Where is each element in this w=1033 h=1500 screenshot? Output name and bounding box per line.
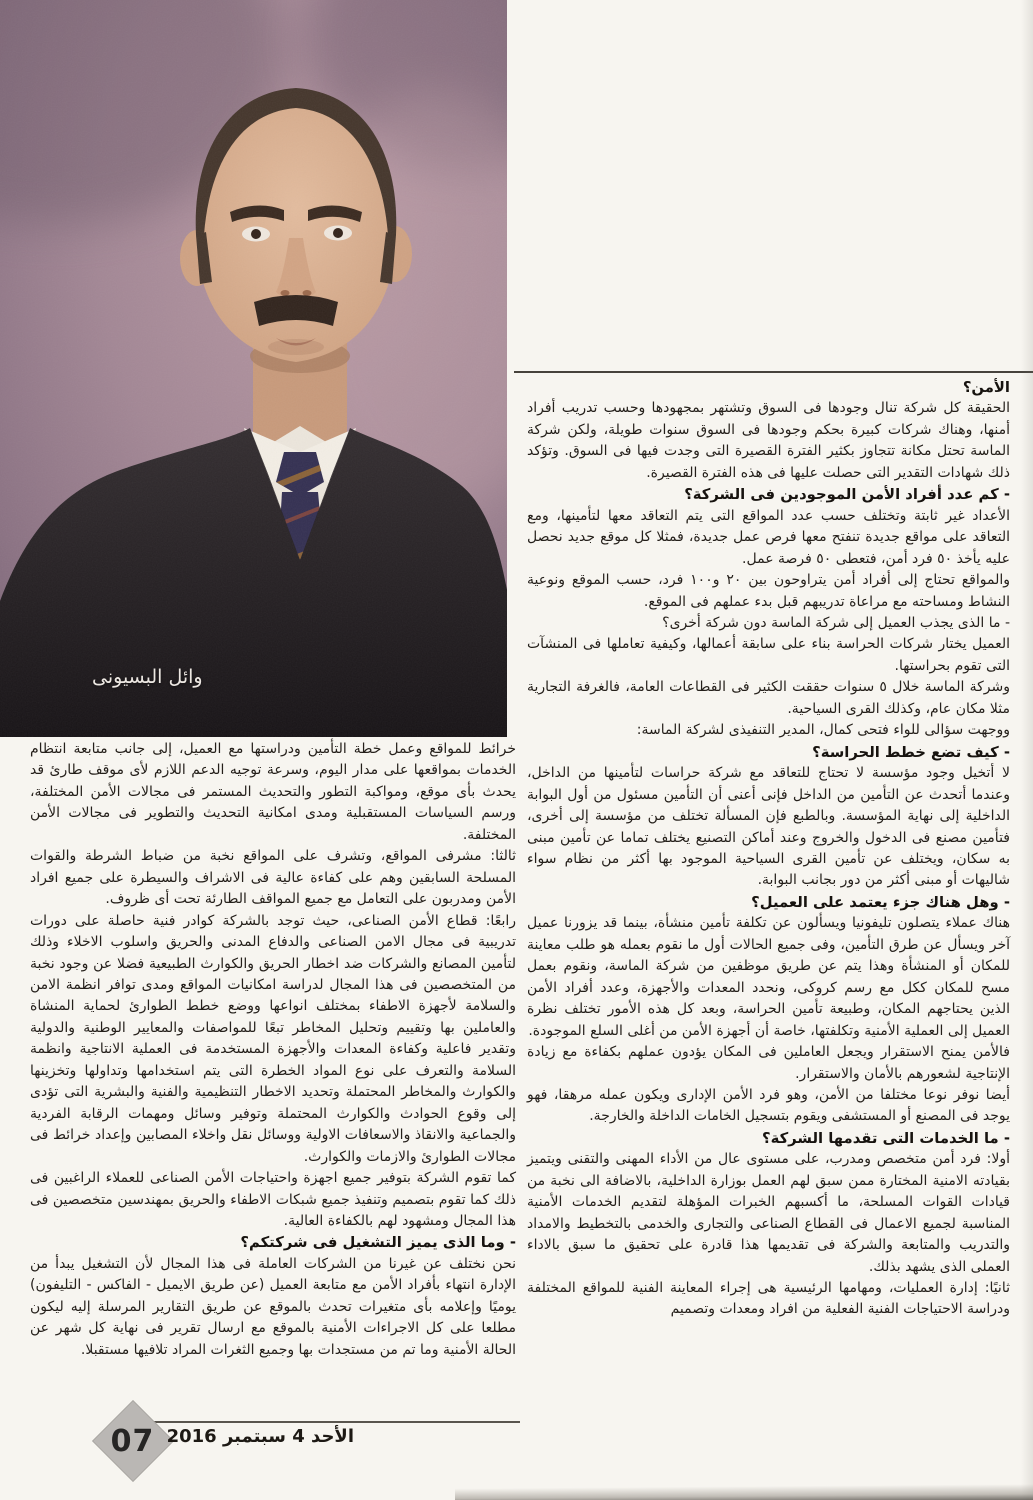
scan-edge-shadow — [455, 1484, 1033, 1500]
paper-edge-shade — [1021, 0, 1033, 1500]
page-number: 07 — [111, 1423, 155, 1459]
article-paragraph: الحقيقة كل شركة تنال وجودها فى السوق وتشتهر بمجهودها وحسب تدريب أفراد أمنها، وهناك شركات كبيرة بحكم وجودها فى السوق سنوات طويلة، ولكن شركة الماسة تحتل مكانة تتجاوز بكثير الفترة القصيرة التى وجدت فيها فى السوق. وتؤكد ذلك شهادات التقدير التى حصلت عليها فى هذه الفترة القصيرة. — [527, 400, 1010, 481]
article-paragraph: نحن نختلف عن غيرنا من الشركات العاملة فى هذا المجال لأن التشغيل يبدأ من الإدارة انتهاء بأفراد الأمن مع متابعة العميل (عن طريق الايميل - الفاكس - التليفون) يوميًا وإعلامه بأى متغيرات تحدث بالموقع عن طريق التقارير المرسلة إليه ليكون مطلعا على كل الاجراءات الأمنية بالموقع مع ارسال تقرير فى نهاية كل شهر عن الحالة الأمنية وما تم من مستجدات بها وجميع الثغرات المراد تلافيها مستقبلا. — [30, 1255, 516, 1358]
article-paragraph: ثالثا: مشرفى المواقع، وتشرف على المواقع نخبة من ضباط الشرطة والقوات المسلحة السابقين وهم على كفاءة عالية فى الاشراف والسيطرة على جميع افراد الأمن ومدربون على التعامل مع جميع المواقف الطارئة تحت أى ظروف. — [30, 848, 516, 908]
column-top-rule — [514, 371, 1033, 373]
right-column — [527, 377, 1010, 1321]
article-paragraph: هناك عملاء يتصلون تليفونيا ويسألون عن تكلفة تأمين منشأة، بينما قد يزورنا عميل آخر ويسأل عن طرق التأمين، وفى جميع الحالات أول ما نقوم بعمله هو طلب معاينة للمكان أو المنشأة وهذا يتم عن طريق موظفين من شركة الماسة، ونقوم بعمل مسح للمكان ككل مع رسم كروكى، ونحدد المعدات والأجهزة، وعدد أفراد الأمن الذين يحتاجهم المكان، وطبيعة تأمين الحراسة، وبعد كل هذه الأمور تختلف نظرة العميل إلى العملية الأمنية وتكلفتها، خاصة أن أجهزة الأمن من أغلى السلع الموجودة. — [527, 915, 1010, 1039]
footer-rule — [150, 1421, 520, 1423]
question-heading: - ما الخدمات التى تقدمها الشركة؟ — [762, 1129, 1010, 1147]
article-paragraph: فالأمن يمنح الاستقرار ويجعل العاملين فى المكان يؤدون عملهم بكفاءة مع زيادة الإنتاجية لشعورهم بالأمان والاستقرار. — [527, 1044, 1010, 1082]
article-paragraph: الأعداد غير ثابتة وتختلف حسب عدد المواقع التى يتم التعاقد معها لتأمينها، ومع التعاقد على مواقع جديدة تنفتح معها فرص عمل جديدة، فمثلا كل موقع جديد نحصل عليه يأخذ ٥٠ فرد أمن، فتعطى ٥٠ فرصة عمل. — [527, 507, 1010, 567]
question-heading: - كم عدد أفراد الأمن الموجودين فى الشركة؟ — [684, 486, 1010, 504]
article-paragraph: ثانيًا: إدارة العمليات، ومهامها الرئيسية هى إجراء المعاينة الفنية للمواقع المختلفة ودراسة الاحتياجات الفنية الفعلية من افراد ومعدات وتصميم — [527, 1280, 1010, 1318]
question-heading: الأمن؟ — [962, 379, 1010, 396]
article-paragraph: رابعًا: قطاع الأمن الصناعى، حيث توجد بالشركة كوادر فنية حاصلة على دورات تدريبية فى مجال الامن الصناعى والدفاع المدنى والحريق واسلوب الاخلاء وذلك لتأمين المصانع والشركات ضد اخطار الحريق والكوارث الطبيعية فضلا عن وجود نخبة من المتخصصين فى هذا المجال لدراسة امكانيات المواقع ومدى توافر انظمة الامن والسلامة لأجهزة الاطفاء بمختلف انواعها ووضع خطط الطوارئ لحماية المنشاة والعاملين بها وتقييم وتحليل المخاطر تبعًا للمواصفات والمعايير الوطنية والدولية وتقدير فاعلية وكفاءة المعدات والأجهزة المستخدمة فى العملية الانتاجية وانظمة السلامة والتعرف على نوع المواد الخطرة التى يتم استخدامها وتداولها وتخزينها والكوارث والمخاطر المحتملة وتحديد الاخطار التنظيمية والفنية والبشرية التى تؤدى إلى وقوع الحوادث والكوارث المحتملة وتوفير وسائل ومهمات الرقابة الفردية والجماعية والانقاذ والاسعافات الاولية ووسائل نقل واخلاء المصابين وإعداد خرائط فى مجالات الطوارئ والازمات والكوارث. — [30, 912, 516, 1165]
portrait-photo — [0, 0, 507, 737]
article-paragraph: كما تقوم الشركة بتوفير جميع اجهزة واحتياجات الأمن الصناعى للعملاء الراغبين فى ذلك كما تقوم بتصميم وتنفيذ جميع شبكات الاطفاء والحريق بمهندسين متخصصين فى هذا المجال ومشهود لهم بالكفاءة العالية. — [30, 1170, 516, 1229]
issue-date: الأحد 4 سبتمبر 2016 — [166, 1426, 354, 1447]
question-heading: - وما الذى يميز التشغيل فى شركتكم؟ — [240, 1234, 516, 1252]
article-paragraph: أولا: فرد أمن متخصص ومدرب، على مستوى عال من الأداء المهنى والتقنى ويتميز بقيادته الامنية المختارة ممن سبق لهم العمل بوزارة الداخلية، بالاضافة الى نخبة من قيادات القوات المسلحة، ما أكسبهم الخبرات المؤهلة لتقديم الخدمات الأمنية المناسبة لجميع الاعمال فى القطاع الصناعى والتجارى والخدمى بالتخطيط والامداد والتدريب والمتابعة والشركة فى تقديمها هذا قادرة على تحقيق ما سبق بالاداء العملى الذى يشهد بذلك. — [527, 1151, 1010, 1275]
article-paragraph: والمواقع تحتاج إلى أفراد أمن يتراوحون بين ٢٠ و١٠٠ فرد، حسب الموقع ونوعية النشاط ومساحته مع مراعاة تدريبهم قبل بدء عملهم فى الموقع. — [527, 572, 1010, 610]
article-paragraph: العميل يختار شركات الحراسة بناء على سابقة أعمالها، وكيفية تعاملها فى المنشآت التى تقوم بحراستها. — [527, 636, 1010, 674]
article-paragraph: خرائط للمواقع وعمل خطة التأمين ودراستها مع العميل، إلى جانب متابعة انتظام الخدمات بمواقعها على مدار اليوم، وسرعة توجيه الدعم اللازم لأى موقف طارئ قد يحدث بأى موقع، ومواكبة التطور والتحديث المستمر فى مجالات الأمن المختلفة، ورسم السياسات المستقبلية ومدى امكانية التحديث والتطوير فى مجالات الأمن المختلفة. — [30, 741, 516, 843]
left-column — [30, 739, 516, 1361]
question-heading: - وهل هناك جزء يعتمد على العميل؟ — [751, 893, 1010, 911]
photo-caption: وائل البسيونى — [92, 666, 203, 688]
page-number-badge — [92, 1400, 174, 1482]
question-heading: - كيف تضع خطط الحراسة؟ — [812, 743, 1010, 761]
article-paragraph: وشركة الماسة خلال ٥ سنوات حققت الكثير فى القطاعات العامة، فالغرفة التجارية مثلا مكان عام، وكذلك القرى السياحية. — [527, 679, 1010, 717]
article-paragraph: لا أتخيل وجود مؤسسة لا تحتاج للتعاقد مع شركة حراسات لتأمينها من الداخل، وعندما أتحدث عن التأمين من الداخل فإنى أعنى أن التأمين مسئول من أول البوابة الداخلية إلى نهاية المؤسسة. وبالطبع فإن المسألة تختلف من مؤسسة إلى أخرى، فتأمين مصنع فى الدخول والخروج وعند أماكن التصنيع يختلف تماما عن تأمين مبنى به سكان، ويختلف عن تأمين القرى السياحية الموجود بها أكثر من نظام سواء شاليهات أو مبنى أكثر من دور بجانب البوابة. — [527, 765, 1010, 889]
article-paragraph: أيضا نوفر نوعا مختلفا من الأمن، وهو فرد الأمن الإدارى ويكون عمله مرهقا، فهو يوجد فى المصنع أو المستشفى ويقوم بتسجيل الخامات الداخلة والخارجة. — [527, 1086, 1010, 1125]
article-paragraph: ووجهت سؤالى للواء فتحى كمال، المدير التنفيذى لشركة الماسة: — [636, 722, 1010, 739]
portrait-illustration — [0, 0, 507, 737]
article-paragraph: - ما الذى يجذب العميل إلى شركة الماسة دون شركة أخرى؟ — [662, 614, 1010, 631]
